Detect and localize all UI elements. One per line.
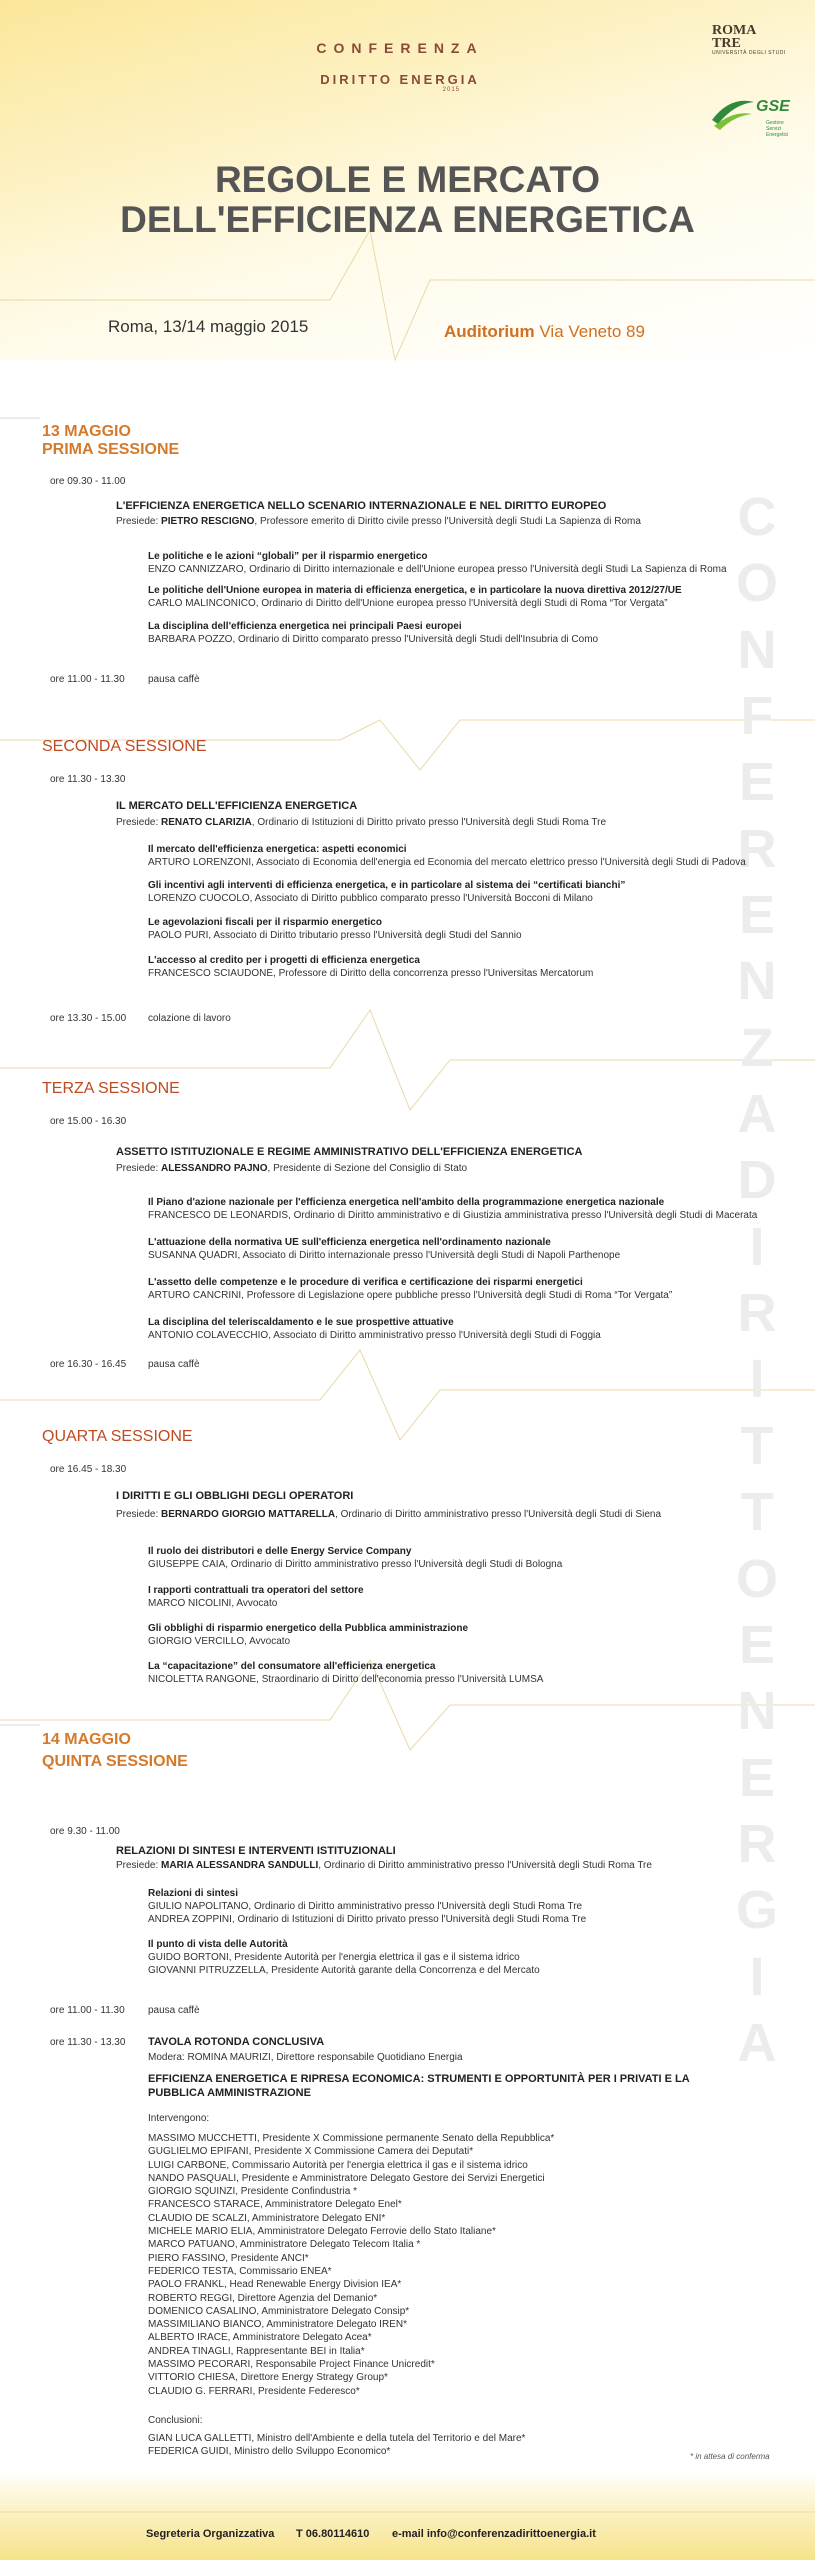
watermark-letter: G: [735, 1880, 778, 1941]
talk-title: Gli incentivi agli interventi di efficienza energetica, e in particolare al sistema dei “certificati bianchi”: [148, 880, 626, 891]
talk-speaker: GIUSEPPE CAIA, Ordinario di Diritto amministrativo presso l'Università degli Studi di Bologna: [148, 1559, 563, 1570]
watermark-letter: O: [735, 1548, 778, 1609]
speaker-item: NANDO PASQUALI, Presidente e Amministratore Delegato Gestore dei Servizi Energetici: [148, 2172, 545, 2184]
watermark-letter: A: [737, 1084, 777, 1145]
session-time-4: ore 16.45 - 18.30: [50, 1464, 127, 1475]
speaker-item: ANDREA TINAGLI, Rappresentante BEI in Italia*: [148, 2345, 365, 2357]
chair-name: PIETRO RESCIGNO: [161, 516, 255, 527]
watermark-letter: N: [737, 1681, 777, 1742]
watermark-letter: N: [737, 951, 777, 1012]
watermark-letter: A: [737, 2012, 777, 2073]
watermark-letter: I: [749, 1216, 765, 1277]
conclusion-item: FEDERICA GUIDI, Ministro dello Sviluppo Economico*: [148, 2446, 391, 2458]
watermark-letter: T: [740, 1415, 774, 1476]
talk-speaker: SUSANNA QUADRI, Associato di Diritto internazionale presso l'Università degli Studi di Napoli Parthenope: [148, 1250, 621, 1261]
talk-speaker: NICOLETTA RANGONE, Straordinario di Diritto dell'economia presso l'Università LUMSA: [148, 1674, 544, 1685]
watermark-letter: E: [738, 1614, 776, 1675]
logo-line-2: DIRITTO ENERGIA: [320, 72, 480, 87]
watermark-letter: I: [749, 1946, 765, 2007]
talk-title: Le politiche e le azioni “globali” per il risparmio energetico: [148, 551, 428, 562]
speaker-item: LUIGI CARBONE, Commissario Autorità per l'energia elettrica il gas e il sistema idrico: [148, 2159, 528, 2171]
talk-speaker: CARLO MALINCONICO, Ordinario di Diritto dell'Unione europea presso l'Università degli Studi di Roma “Tor Vergata”: [148, 598, 668, 609]
session-time-5: ore 9.30 - 11.00: [50, 1826, 120, 1837]
venue-rest: Via Veneto 89: [534, 322, 645, 341]
group-speaker: ANDREA ZOPPINI, Ordinario di Istituzioni di Diritto privato presso l'Università degli Studi Roma Tre: [148, 1914, 587, 1925]
speakers-list: [148, 2132, 554, 2398]
session-title-3: TERZA SESSIONE: [42, 1080, 180, 1097]
chair-role: , Ordinario di Diritto amministrativo presso l'Università degli Studi di Siena: [335, 1509, 662, 1520]
chair-label: Presiede:: [116, 1509, 162, 1520]
session-time-1: ore 09.30 - 11.00: [50, 476, 126, 487]
moderator: [148, 2052, 463, 2063]
confirmation-note: * in attesa di conferma: [690, 2452, 770, 2461]
venue-bold: Auditorium: [444, 322, 535, 341]
chair-label: Presiede:: [116, 1163, 162, 1174]
pause-label-3: pausa caffè: [148, 1359, 200, 1370]
round-time: ore 11.30 - 13.30: [50, 2037, 126, 2048]
talk-speaker: FRANCESCO DE LEONARDIS, Ordinario di Diritto amministrativo e di Giustizia amministrativa presso l'Università degli Studi di Macerata: [148, 1210, 758, 1221]
gse-tag-3: Energetici: [766, 132, 789, 138]
talk-title: Il Piano d'azione nazionale per l'efficienza energetica nell'ambito della programmazione energetica nazionale: [148, 1197, 665, 1208]
round-head: TAVOLA ROTONDA CONCLUSIVA: [148, 2036, 325, 2048]
gse-word: GSE: [756, 98, 790, 115]
group-speaker: GUIDO BORTONI, Presidente Autorità per l'energia elettrica il gas e il sistema idrico: [148, 1952, 520, 1963]
speaker-item: MARCO PATUANO, Amministratore Delegato Telecom Italia *: [148, 2239, 421, 2251]
session-head-4: I DIRITTI E GLI OBBLIGHI DEGLI OPERATORI: [116, 1490, 354, 1502]
footer-background: [0, 2470, 815, 2560]
watermark-letter: F: [740, 686, 774, 747]
chair-name: MARIA ALESSANDRA SANDULLI: [161, 1860, 319, 1871]
group-speaker: GIULIO NAPOLITANO, Ordinario di Diritto amministrativo presso l'Università degli Studi Roma Tre: [148, 1901, 583, 1912]
gse-swoosh-icon: [708, 92, 758, 132]
session-time-2: ore 11.30 - 13.30: [50, 774, 126, 785]
talk-speaker: BARBARA POZZO, Ordinario di Diritto comparato presso l'Università degli Studi dell'Insubria di Como: [148, 634, 599, 645]
watermark-letter: E: [738, 1747, 776, 1808]
chair-role: , Presidente di Sezione del Consiglio di Stato: [267, 1163, 468, 1174]
session-head-2: IL MERCATO DELL'EFFICIENZA ENERGETICA: [116, 800, 358, 812]
chair-name: RENATO CLARIZIA: [161, 817, 252, 828]
chair-name: BERNARDO GIORGIO MATTARELLA: [161, 1509, 336, 1520]
conclusions-label: Conclusioni:: [148, 2415, 203, 2426]
speaker-item: MICHELE MARIO ELIA, Amministratore Delegato Ferrovie dello Stato Italiane*: [148, 2226, 496, 2238]
speaker-item: PIERO FASSINO, Presidente ANCI*: [148, 2252, 309, 2264]
title-line-1: REGOLE E MERCATO: [214, 159, 601, 200]
speaker-item: PAOLO FRANKL, Head Renewable Energy Division IEA*: [148, 2279, 402, 2291]
chair-name: ALESSANDRO PAJNO: [161, 1163, 268, 1174]
pause-time-5: ore 11.00 - 11.30: [50, 2005, 125, 2016]
pause-label-5: pausa caffè: [148, 2005, 200, 2016]
page-title: [0, 160, 815, 240]
speaker-item: CLAUDIO DE SCALZI, Amministratore Delegato ENI*: [148, 2212, 386, 2224]
footer-secretariat: Segreteria Organizzativa: [146, 2528, 275, 2540]
talk-speaker: ARTURO CANCRINI, Professore di Legislazione opere pubbliche presso l'Università degli Studi di Roma “Tor Vergata”: [148, 1290, 673, 1301]
watermark-letter: C: [737, 487, 777, 547]
speaker-item: CLAUDIO G. FERRARI, Presidente Federesco*: [148, 2385, 360, 2397]
gse-logo: [708, 92, 798, 142]
talk-speaker: LORENZO CUOCOLO, Associato di Diritto pubblico comparato presso l'Università Bocconi di Milano: [148, 893, 593, 904]
session-head-1: L'EFFICIENZA ENERGETICA NELLO SCENARIO INTERNAZIONALE E NEL DIRITTO EUROPEO: [116, 500, 607, 512]
talk-title: Le agevolazioni fiscali per il risparmio energetico: [148, 917, 382, 928]
talk-speaker: ARTURO LORENZONI, Associato di Economia dell'energia ed Economia del mercato elettrico presso l'Università degli Studi di Padova: [148, 857, 746, 868]
talk-title: L'assetto delle competenze e le procedure di verifica e certificazione dei risparmi energetici: [148, 1277, 583, 1288]
group-title: Relazioni di sintesi: [148, 1888, 239, 1899]
session-head-5: RELAZIONI DI SINTESI E INTERVENTI ISTITUZIONALI: [116, 1845, 396, 1857]
session-chair-5: [116, 1860, 652, 1871]
watermark-letter: D: [737, 1150, 777, 1211]
watermark-letter: R: [737, 1813, 777, 1874]
group-speaker: GIOVANNI PITRUZZELLA, Presidente Autorità garante della Concorrenza e del Mercato: [148, 1965, 540, 1976]
session-chair-3: [116, 1163, 467, 1174]
day-label-1: 13 MAGGIO: [42, 423, 131, 440]
chair-role: , Ordinario di Diritto amministrativo presso l'Università degli Studi Roma Tre: [318, 1860, 652, 1871]
talk-title: Gli obblighi di risparmio energetico della Pubblica amministrazione: [148, 1623, 469, 1634]
footer-phone: T 06.80114610: [296, 2528, 370, 2540]
talk-title: La disciplina del teleriscaldamento e le sue prospettive attuative: [148, 1317, 454, 1328]
talk-title: La “capacitazione” del consumatore all'efficienza energetica: [148, 1661, 436, 1672]
roma-sub: UNIVERSITÀ DEGLI STUDI: [712, 50, 786, 56]
watermark-letter: Z: [740, 1017, 774, 1078]
watermark-letter: N: [737, 619, 777, 680]
speaker-item: DOMENICO CASALINO, Amministratore Delegato Consip*: [148, 2305, 410, 2317]
session-time-3: ore 15.00 - 16.30: [50, 1116, 127, 1127]
moderator-label: Modera:: [148, 2052, 188, 2063]
round-topic: EFFICIENZA ENERGETICA E RIPRESA ECONOMICA: STRUMENTI E OPPORTUNITÀ PER I PRIVATI E LA PUBBLICA AMMINISTRAZIONE: [148, 2073, 690, 2099]
gse-tag-2: Servizi: [766, 126, 782, 132]
chair-label: Presiede:: [116, 516, 162, 527]
conference-logo: [300, 40, 500, 93]
pause-label-1: pausa caffè: [148, 674, 200, 685]
talk-speaker: FRANCESCO SCIAUDONE, Professore di Diritto della concorrenza presso l'Universitas Mercatorum: [148, 968, 594, 979]
speaker-item: GUGLIELMO EPIFANI, Presidente X Commissione Camera dei Deputati*: [148, 2146, 474, 2158]
conclusions-list: [148, 2432, 525, 2459]
title-line-2: DELL'EFFICIENZA ENERGETICA: [120, 199, 695, 240]
watermark-letter: E: [738, 752, 776, 813]
day-label-2: 14 MAGGIO: [42, 1731, 131, 1748]
pause-time-3: ore 16.30 - 16.45: [50, 1359, 127, 1370]
gse-tag-1: Gestore: [766, 120, 784, 126]
talk-speaker: ENZO CANNIZZARO, Ordinario di Diritto internazionale e dell'Unione europea presso l'Università degli Studi La Sapienza di Roma: [148, 564, 727, 575]
moderator-name: ROMINA MAURIZI, Direttore responsabile Quotidiano Energia: [187, 2052, 463, 2063]
chair-role: , Ordinario di Istituzioni di Diritto privato presso l'Università degli Studi Roma Tre: [251, 817, 607, 828]
pause-label-2: colazione di lavoro: [148, 1013, 231, 1024]
group-title: Il punto di vista delle Autorità: [148, 1939, 288, 1950]
session-title-4: QUARTA SESSIONE: [42, 1428, 193, 1445]
speaker-item: MASSIMO PECORARI, Responsabile Project Finance Unicredit*: [148, 2359, 435, 2371]
watermark-letter: R: [737, 1283, 777, 1344]
speaker-item: FRANCESCO STARACE, Amministratore Delegato Enel*: [148, 2199, 402, 2211]
speakers-label: Intervengono:: [148, 2113, 210, 2124]
logo-year: 2015: [442, 87, 460, 93]
vertical-watermark: [712, 487, 802, 2073]
conclusion-item: GIAN LUCA GALLETTI, Ministro dell'Ambiente e della tutela del Territorio e del Mare*: [148, 2433, 526, 2444]
talk-title: La disciplina dell'efficienza energetica nei principali Paesi europei: [148, 621, 462, 632]
roma-tre-logo: [712, 24, 792, 56]
talk-speaker: MARCO NICOLINI, Avvocato: [148, 1598, 278, 1609]
chair-label: Presiede:: [116, 1860, 162, 1871]
speaker-item: VITTORIO CHIESA, Direttore Energy Strategy Group*: [148, 2372, 388, 2384]
session-chair-2: [116, 817, 606, 828]
event-venue: [444, 322, 645, 342]
chair-label: Presiede:: [116, 817, 162, 828]
session-title-1: PRIMA SESSIONE: [42, 441, 180, 458]
logo-line-1: CONFERENZA: [316, 40, 484, 56]
gse-tag: [766, 120, 788, 138]
talk-title: Il mercato dell'efficienza energetica: aspetti economici: [148, 844, 407, 855]
talk-title: Le politiche dell'Unione europea in materia di efficienza energetica, e in particolare la nuova direttiva 2012/27/UE: [148, 585, 682, 596]
talk-title: I rapporti contrattuali tra operatori del settore: [148, 1585, 364, 1596]
speaker-item: FEDERICO TESTA, Commissario ENEA*: [148, 2265, 332, 2277]
session-title-5: QUINTA SESSIONE: [42, 1753, 188, 1770]
watermark-letter: T: [740, 1482, 774, 1543]
watermark-letter: E: [738, 885, 776, 946]
footer-email[interactable]: e-mail info@conferenzadirittoenergia.it: [392, 2528, 596, 2540]
pause-time-1: ore 11.00 - 11.30: [50, 674, 125, 685]
talk-speaker: GIORGIO VERCILLO, Avvocato: [148, 1636, 291, 1647]
session-title-2: SECONDA SESSIONE: [42, 738, 207, 755]
event-date: Roma, 13/14 maggio 2015: [108, 317, 309, 336]
talk-title: L'accesso al credito per i progetti di efficienza energetica: [148, 955, 420, 966]
roma-line-1: ROMA: [712, 23, 757, 38]
speaker-item: GIORGIO SQUINZI, Presidente Confindustria *: [148, 2186, 357, 2198]
talk-speaker: ANTONIO COLAVECCHIO, Associato di Diritto amministrativo presso l'Università degli Studi di Foggia: [148, 1330, 601, 1341]
speaker-item: MASSIMO MUCCHETTI, Presidente X Commissione permanente Senato della Repubblica*: [148, 2133, 555, 2144]
session-chair-4: [116, 1509, 661, 1520]
session-head-3: ASSETTO ISTITUZIONALE E REGIME AMMINISTRATIVO DELL'EFFICIENZA ENERGETICA: [116, 1146, 583, 1158]
pause-time-2: ore 13.30 - 15.00: [50, 1013, 127, 1024]
watermark-letter: O: [735, 553, 778, 614]
speaker-item: ROBERTO REGGI, Direttore Agenzia del Demanio*: [148, 2292, 378, 2304]
speaker-item: MASSIMILIANO BIANCO, Amministratore Delegato IREN*: [148, 2319, 407, 2331]
talk-speaker: PAOLO PURI, Associato di Diritto tributario presso l'Università degli Studi del Sannio: [148, 930, 522, 941]
talk-title: Il ruolo dei distributori e delle Energy Service Company: [148, 1546, 412, 1557]
watermark-letter: I: [749, 1349, 765, 1410]
watermark-letter: R: [737, 818, 777, 879]
chair-role: , Professore emerito di Diritto civile presso l'Università degli Studi La Sapienza di Roma: [254, 516, 641, 527]
speaker-item: ALBERTO IRACE, Amministratore Delegato Acea*: [148, 2332, 372, 2344]
talk-title: L'attuazione della normativa UE sull'efficienza energetica nell'ordinamento nazionale: [148, 1237, 551, 1248]
session-chair-1: [116, 516, 641, 527]
roma-line-2: TRE: [712, 36, 741, 51]
